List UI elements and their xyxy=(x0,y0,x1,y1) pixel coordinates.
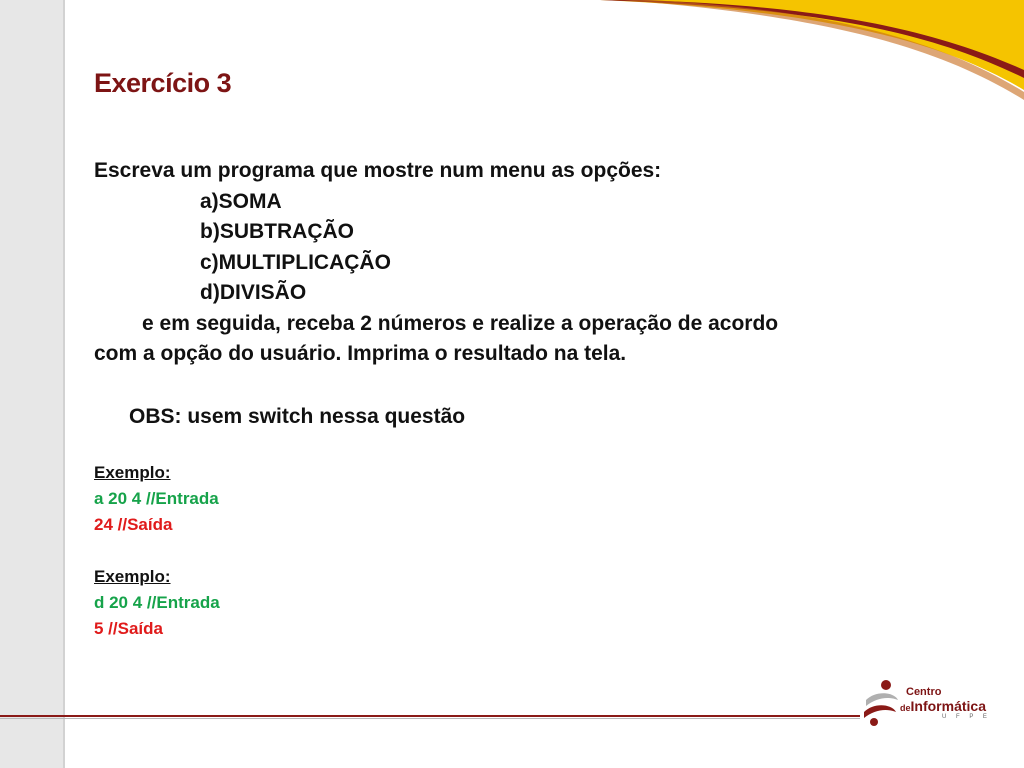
example-input: d 20 4 //Entrada xyxy=(94,593,220,612)
instruction-line-1: e em seguida, receba 2 números e realize a operação de acordo xyxy=(142,311,779,335)
logo-mark-icon xyxy=(862,678,902,728)
logo-text-prefix: de xyxy=(900,703,911,713)
example-output: 5 //Saída xyxy=(94,619,163,638)
footer-divider xyxy=(0,715,860,717)
obs-note: OBS: usem switch nessa questão xyxy=(129,404,466,428)
option-b: b)SUBTRAÇÃO xyxy=(200,220,354,243)
centro-informatica-logo xyxy=(862,678,1002,728)
example-output: 24 //Saída xyxy=(94,515,173,534)
example-input: a 20 4 //Entrada xyxy=(94,489,219,508)
option-c: c)MULTIPLICAÇÃO xyxy=(200,250,391,274)
logo-text-ufpe: U F P E xyxy=(942,714,991,720)
example-label: Exemplo: xyxy=(94,567,171,586)
logo-text-name: Informática xyxy=(910,698,986,714)
slide-body xyxy=(94,156,954,432)
example-label: Exemplo: xyxy=(94,463,171,482)
footer-divider-shadow xyxy=(0,718,860,719)
option-a: a)SOMA xyxy=(200,189,282,213)
option-d: d)DIVISÃO xyxy=(200,281,307,304)
examples-block xyxy=(94,460,220,642)
logo-text-informatica xyxy=(900,698,986,714)
logo-text-centro: Centro xyxy=(906,686,942,698)
intro-text: Escreva um programa que mostre num menu as opções: xyxy=(94,159,662,182)
instruction-line-2: com a opção do usuário. Imprima o resultado na tela. xyxy=(94,342,627,365)
slide-title: Exercício 3 xyxy=(94,68,232,98)
